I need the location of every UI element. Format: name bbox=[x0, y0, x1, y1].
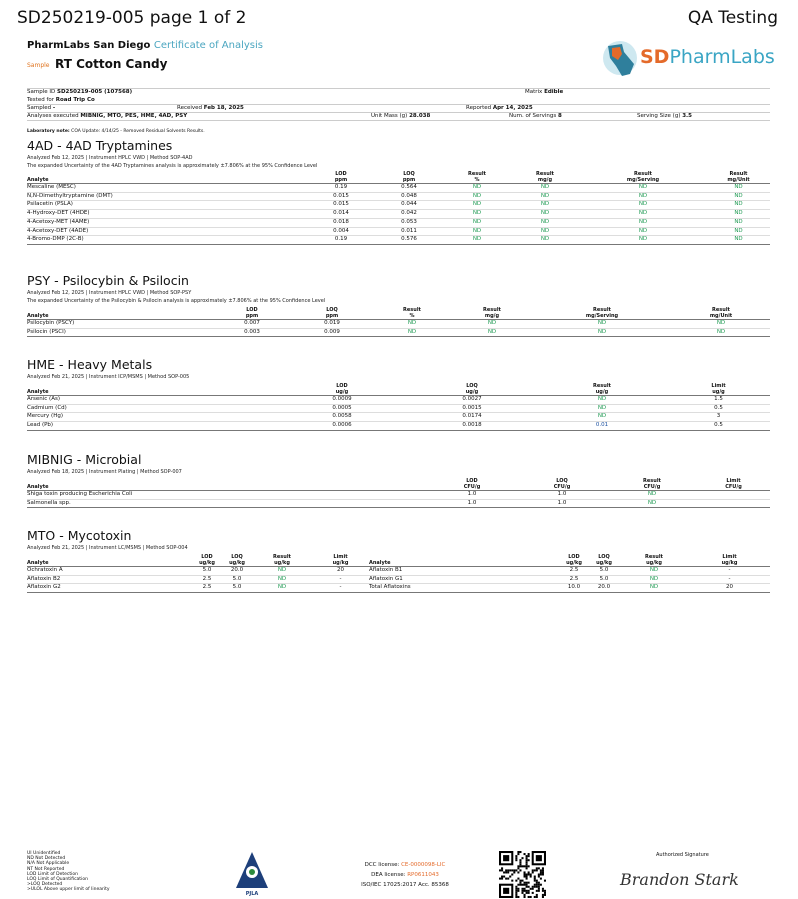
page-title: SD250219-005 page 1 of 2 bbox=[17, 8, 247, 28]
value-cell: 2.5 bbox=[192, 575, 222, 584]
value-cell: 5.0 bbox=[222, 575, 252, 584]
result-cell: ND bbox=[707, 218, 770, 227]
legend-item: LOD Limit of Detection bbox=[27, 871, 78, 877]
legend-item: LOQ Limit of Quantification bbox=[27, 877, 88, 883]
result-cell: ND bbox=[579, 227, 707, 236]
result-cell: ND bbox=[619, 584, 689, 593]
pjla-accreditation-logo bbox=[234, 850, 270, 896]
legend-item: NT Not Reported bbox=[27, 866, 65, 872]
column-header: Result % bbox=[443, 171, 511, 184]
column-header: LOQ ug/g bbox=[407, 383, 537, 396]
analyses-label: Analyses executed bbox=[27, 113, 79, 119]
result-cell: ND bbox=[443, 218, 511, 227]
sampled-label: Sampled bbox=[27, 105, 52, 111]
section-uncertainty-psy: The expanded Uncertainty of the Psilocybin & Psilocin analysis is approximately ±7.806% at the 95% Confidence Level bbox=[27, 298, 326, 304]
result-cell: ND bbox=[672, 320, 770, 329]
table-hme bbox=[27, 383, 770, 431]
table-row bbox=[27, 227, 770, 236]
section-title-psy: PSY - Psilocybin & Psilocin bbox=[27, 273, 189, 288]
result-cell: ND bbox=[372, 320, 452, 329]
result-cell: ND bbox=[579, 192, 707, 201]
value-cell: 1.0 bbox=[517, 499, 607, 508]
value-cell: 0.053 bbox=[375, 218, 443, 227]
result-cell: ND bbox=[443, 210, 511, 219]
section-title-hme: HME - Heavy Metals bbox=[27, 357, 153, 372]
table-row bbox=[27, 491, 770, 500]
column-header: Result mg/Unit bbox=[672, 307, 770, 320]
column-header: LOD CFU/g bbox=[427, 478, 517, 491]
result-cell: ND bbox=[511, 201, 579, 210]
result-cell: ND bbox=[537, 413, 667, 422]
column-header: Analyte bbox=[27, 478, 427, 491]
column-header: Limit CFU/g bbox=[697, 478, 770, 491]
pjla-label: PJLA bbox=[245, 891, 259, 896]
matrix-value: Edible bbox=[544, 89, 564, 95]
value-cell: 0.042 bbox=[375, 210, 443, 219]
section-sub-4ad: Analyzed Feb 12, 2025 | Instrument HPLC VWD | Method SOP-4AD bbox=[27, 155, 193, 161]
result-cell: ND bbox=[532, 320, 672, 329]
matrix bbox=[525, 89, 563, 95]
column-header: LOQ CFU/g bbox=[517, 478, 607, 491]
section-title-mibnig: MIBNIG - Microbial bbox=[27, 452, 142, 467]
sampled bbox=[27, 105, 55, 111]
column-header: Result % bbox=[372, 307, 452, 320]
sample-label: Sample bbox=[27, 62, 50, 69]
authorized-signature: Brandon Stark bbox=[620, 870, 739, 889]
column-header: Result mg/Serving bbox=[579, 171, 707, 184]
table-row bbox=[27, 184, 770, 193]
lab-note bbox=[27, 129, 205, 134]
section-sub-mto: Analyzed Feb 21, 2025 | Instrument LC/MSMS | Method SOP-004 bbox=[27, 545, 188, 551]
table-row bbox=[27, 499, 770, 508]
legend-item: >LOQ Detected bbox=[27, 882, 63, 888]
pharmlabs-logo bbox=[600, 38, 775, 82]
unit-mass-label: Unit Mass (g) bbox=[371, 113, 408, 119]
value-cell: 0.015 bbox=[307, 201, 375, 210]
column-header: LOQ ug/kg bbox=[222, 554, 252, 567]
value-cell: 0.19 bbox=[307, 236, 375, 245]
legend-item: ND Not Detected bbox=[27, 856, 66, 862]
analyte-name: N,N-Dimethyltryptamine (DMT) bbox=[27, 192, 307, 201]
column-header: LOQ ug/kg bbox=[589, 554, 619, 567]
analyte-name: Mescaline (MESC) bbox=[27, 184, 307, 193]
header-right-title: QA Testing bbox=[687, 8, 778, 28]
lab-name: PharmLabs San Diego bbox=[27, 40, 151, 51]
result-cell: ND bbox=[511, 227, 579, 236]
value-cell: 1.0 bbox=[427, 491, 517, 500]
sample-name: RT Cotton Candy bbox=[55, 57, 168, 71]
value-cell: 0.007 bbox=[212, 320, 292, 329]
tested-for bbox=[27, 97, 95, 103]
table-row bbox=[27, 192, 770, 201]
column-header: LOD ppm bbox=[212, 307, 292, 320]
analyses bbox=[27, 113, 187, 119]
legend-item: >ULOL Above upper limit of linearity bbox=[27, 887, 110, 893]
column-header: Result CFU/g bbox=[607, 478, 697, 491]
tested-for-value: Road Trip Co bbox=[55, 97, 95, 103]
analyte-name: Aflatoxin B2 bbox=[27, 575, 192, 584]
column-header: Analyte bbox=[27, 383, 277, 396]
dea-license bbox=[350, 870, 460, 880]
value-cell: 5.0 bbox=[222, 584, 252, 593]
unit-mass bbox=[371, 113, 430, 119]
value-cell: 0.004 bbox=[307, 227, 375, 236]
value-cell: 1.0 bbox=[427, 499, 517, 508]
value-cell: 0.5 bbox=[667, 422, 770, 431]
value-cell: 0.576 bbox=[375, 236, 443, 245]
analyte-name: Shiga toxin producing Escherichia Coli bbox=[27, 491, 427, 500]
matrix-label: Matrix bbox=[525, 89, 543, 95]
result-cell: ND bbox=[443, 227, 511, 236]
analyte-name: Mercury (Hg) bbox=[27, 413, 277, 422]
servings-label: Num. of Servings bbox=[509, 113, 557, 119]
serving-size bbox=[637, 113, 692, 119]
column-header: Result mg/g bbox=[511, 171, 579, 184]
result-cell: ND bbox=[511, 210, 579, 219]
dea-label: DEA license: bbox=[371, 872, 406, 878]
column-header: LOD ug/kg bbox=[559, 554, 589, 567]
value-cell: 0.0174 bbox=[407, 413, 537, 422]
column-header: Analyte bbox=[27, 307, 212, 320]
value-cell: 0.044 bbox=[375, 201, 443, 210]
value-cell: 20 bbox=[312, 567, 369, 576]
column-header: Limit ug/g bbox=[667, 383, 770, 396]
value-cell: 5.0 bbox=[192, 567, 222, 576]
value-cell: 0.0006 bbox=[277, 422, 407, 431]
dcc-label: DCC license: bbox=[364, 862, 400, 868]
result-cell: ND bbox=[707, 192, 770, 201]
received bbox=[177, 105, 244, 111]
value-cell bbox=[697, 499, 770, 508]
result-cell: ND bbox=[579, 218, 707, 227]
reported-value: Apr 14, 2025 bbox=[492, 105, 533, 111]
legend-item: UI Unidentified bbox=[27, 851, 61, 856]
table-row bbox=[27, 404, 770, 413]
value-cell: 0.019 bbox=[292, 320, 372, 329]
dcc-value: CE-0000098-LIC bbox=[401, 862, 446, 868]
value-cell: 0.0027 bbox=[407, 396, 537, 405]
result-cell: ND bbox=[511, 218, 579, 227]
column-header: Result ug/kg bbox=[619, 554, 689, 567]
column-header: LOQ ppm bbox=[375, 171, 443, 184]
value-cell: 20.0 bbox=[589, 584, 619, 593]
value-cell: 2.5 bbox=[559, 575, 589, 584]
servings bbox=[509, 113, 562, 119]
value-cell: 5.0 bbox=[589, 567, 619, 576]
section-title-mto: MTO - Mycotoxin bbox=[27, 528, 132, 543]
dea-value: RP0611043 bbox=[407, 872, 439, 878]
section-sub-mibnig: Analyzed Feb 18, 2025 | Instrument Plating | Method SOP-007 bbox=[27, 469, 182, 475]
california-map-icon bbox=[600, 38, 640, 82]
result-cell: ND bbox=[579, 184, 707, 193]
result-cell: ND bbox=[707, 210, 770, 219]
section-title-4ad: 4AD - 4AD Tryptamines bbox=[27, 138, 173, 153]
serving-size-value: 3.5 bbox=[682, 113, 692, 119]
logo-text bbox=[640, 46, 775, 68]
sample-id: SD250219-005 (107568) bbox=[56, 89, 133, 95]
analyte-name: Aflatoxin B1 bbox=[369, 567, 559, 576]
meta-top-rule bbox=[27, 88, 770, 89]
result-cell: ND bbox=[707, 227, 770, 236]
analyte-name: Psilocin (PSCI) bbox=[27, 328, 212, 337]
dcc-license bbox=[350, 860, 460, 870]
value-cell: 3 bbox=[667, 413, 770, 422]
analyte-name: 4-Bromo-DMP (2C-B) bbox=[27, 236, 307, 245]
column-header: Analyte bbox=[27, 171, 307, 184]
column-header: Result mg/g bbox=[452, 307, 532, 320]
column-header: Result mg/Serving bbox=[532, 307, 672, 320]
table-row bbox=[27, 210, 770, 219]
result-cell: ND bbox=[443, 192, 511, 201]
column-header: LOD ug/g bbox=[277, 383, 407, 396]
value-cell: 0.0009 bbox=[277, 396, 407, 405]
value-cell: 0.0005 bbox=[277, 404, 407, 413]
column-header: LOD ppm bbox=[307, 171, 375, 184]
result-cell: ND bbox=[619, 567, 689, 576]
analyte-name: Aflatoxin G1 bbox=[369, 575, 559, 584]
logo-sd: SD bbox=[640, 46, 670, 68]
value-cell: 0.011 bbox=[375, 227, 443, 236]
column-header: Limit ug/kg bbox=[689, 554, 770, 567]
table-row bbox=[27, 567, 770, 576]
value-cell: 0.014 bbox=[307, 210, 375, 219]
result-cell: ND bbox=[707, 236, 770, 245]
logo-rest: PharmLabs bbox=[669, 46, 775, 68]
result-cell: ND bbox=[452, 328, 532, 337]
table-row bbox=[27, 328, 770, 337]
sampled-value: - bbox=[52, 105, 56, 111]
table-row bbox=[27, 584, 770, 593]
value-cell: - bbox=[689, 567, 770, 576]
result-cell: 0.01 bbox=[537, 422, 667, 431]
analyses-value: MIBNIG, MTO, PES, HME, 4AD, PSY bbox=[80, 113, 188, 119]
value-cell: - bbox=[312, 575, 369, 584]
value-cell: 5.0 bbox=[589, 575, 619, 584]
value-cell: 1.0 bbox=[517, 491, 607, 500]
result-cell: ND bbox=[443, 184, 511, 193]
result-cell: ND bbox=[672, 328, 770, 337]
analyte-name: Total Aflatoxins bbox=[369, 584, 559, 593]
meta-row-1 bbox=[27, 89, 132, 95]
result-cell: ND bbox=[537, 404, 667, 413]
value-cell: - bbox=[689, 575, 770, 584]
value-cell: 0.003 bbox=[212, 328, 292, 337]
table-row bbox=[27, 413, 770, 422]
table-mibnig bbox=[27, 478, 770, 508]
result-cell: ND bbox=[532, 328, 672, 337]
value-cell: 1.5 bbox=[667, 396, 770, 405]
value-cell bbox=[697, 491, 770, 500]
value-cell: 0.564 bbox=[375, 184, 443, 193]
reported bbox=[466, 105, 533, 111]
analyte-name: Lead (Pb) bbox=[27, 422, 277, 431]
result-cell: ND bbox=[537, 396, 667, 405]
result-cell: ND bbox=[511, 236, 579, 245]
table-row bbox=[27, 396, 770, 405]
section-sub-hme: Analyzed Feb 21, 2025 | Instrument ICP/MSMS | Method SOP-005 bbox=[27, 374, 190, 380]
table-row bbox=[27, 422, 770, 431]
value-cell: 0.19 bbox=[307, 184, 375, 193]
signature-label: Authorized Signature bbox=[656, 852, 709, 858]
column-header: Analyte bbox=[369, 554, 559, 567]
analyte-name: 4-Acetoxy-MET (4AME) bbox=[27, 218, 307, 227]
lab-note-label: Laboratory note: bbox=[27, 129, 70, 134]
serving-size-label: Serving Size (g) bbox=[637, 113, 681, 119]
abbreviation-legend bbox=[27, 851, 110, 893]
analyte-name: 4-Acetoxy-DET (4ADE) bbox=[27, 227, 307, 236]
reported-label: Reported bbox=[466, 105, 492, 111]
result-cell: ND bbox=[443, 201, 511, 210]
sample-id-label: Sample ID bbox=[27, 89, 56, 95]
analyte-name: Ochratoxin A bbox=[27, 567, 192, 576]
coa-label: Certificate of Analysis bbox=[153, 40, 263, 51]
value-cell: 0.009 bbox=[292, 328, 372, 337]
received-label: Received bbox=[177, 105, 203, 111]
analyte-name: Arsenic (As) bbox=[27, 396, 277, 405]
result-cell: ND bbox=[452, 320, 532, 329]
analyte-name: Cadmium (Cd) bbox=[27, 404, 277, 413]
result-cell: ND bbox=[252, 575, 312, 584]
tested-for-label: Tested for bbox=[27, 97, 55, 103]
unit-mass-value: 28.038 bbox=[409, 113, 431, 119]
table-mto bbox=[27, 554, 770, 593]
legend-item: N/A Not Applicable bbox=[27, 861, 70, 867]
table-row bbox=[27, 575, 770, 584]
value-cell: 0.5 bbox=[667, 404, 770, 413]
value-cell: 0.048 bbox=[375, 192, 443, 201]
analyte-name: Salmonella spp. bbox=[27, 499, 427, 508]
meta-rule-4 bbox=[27, 120, 770, 121]
analyte-name: Psilacetin (PSLA) bbox=[27, 201, 307, 210]
section-sub-psy: Analyzed Feb 12, 2025 | Instrument HPLC VWD | Method SOP-PSY bbox=[27, 290, 192, 296]
column-header: Result ug/g bbox=[537, 383, 667, 396]
column-header: Result ug/kg bbox=[252, 554, 312, 567]
result-cell: ND bbox=[579, 210, 707, 219]
result-cell: ND bbox=[607, 491, 697, 500]
result-cell: ND bbox=[252, 567, 312, 576]
iso-accreditation: ISO/IEC 17025:2017 Acc. 85368 bbox=[361, 882, 449, 888]
result-cell: ND bbox=[252, 584, 312, 593]
column-header: Limit ug/kg bbox=[312, 554, 369, 567]
value-cell: 0.018 bbox=[307, 218, 375, 227]
value-cell: 10.0 bbox=[559, 584, 589, 593]
value-cell: 20.0 bbox=[222, 567, 252, 576]
license-block bbox=[350, 860, 460, 890]
value-cell: - bbox=[312, 584, 369, 593]
meta-rule-2 bbox=[27, 104, 770, 105]
analyte-name: Psilocybin (PSCY) bbox=[27, 320, 212, 329]
value-cell: 0.015 bbox=[307, 192, 375, 201]
value-cell: 2.5 bbox=[559, 567, 589, 576]
result-cell: ND bbox=[511, 192, 579, 201]
analyte-name: Aflatoxin G2 bbox=[27, 584, 192, 593]
value-cell: 0.0018 bbox=[407, 422, 537, 431]
table-row bbox=[27, 218, 770, 227]
result-cell: ND bbox=[619, 575, 689, 584]
table-row bbox=[27, 201, 770, 210]
qr-code-icon[interactable] bbox=[499, 851, 546, 898]
column-header: LOD ug/kg bbox=[192, 554, 222, 567]
received-value: Feb 18, 2025 bbox=[203, 105, 244, 111]
value-cell: 2.5 bbox=[192, 584, 222, 593]
result-cell: ND bbox=[579, 236, 707, 245]
section-uncertainty-4ad: The expanded Uncertainty of the 4AD Tryptamines analysis is approximately ±7.806% at the 95% Confidence Level bbox=[27, 163, 318, 169]
result-cell: ND bbox=[511, 184, 579, 193]
column-header: Analyte bbox=[27, 554, 192, 567]
result-cell: ND bbox=[443, 236, 511, 245]
table-row bbox=[27, 320, 770, 329]
table-row bbox=[27, 236, 770, 245]
result-cell: ND bbox=[607, 499, 697, 508]
value-cell: 20 bbox=[689, 584, 770, 593]
result-cell: ND bbox=[707, 184, 770, 193]
value-cell: 0.0015 bbox=[407, 404, 537, 413]
result-cell: ND bbox=[707, 201, 770, 210]
column-header: Result mg/Unit bbox=[707, 171, 770, 184]
analyte-name: 4-Hydroxy-DET (4HDE) bbox=[27, 210, 307, 219]
table-4ad bbox=[27, 171, 770, 245]
table-psy bbox=[27, 307, 770, 337]
result-cell: ND bbox=[579, 201, 707, 210]
column-header: LOQ ppm bbox=[292, 307, 372, 320]
result-cell: ND bbox=[372, 328, 452, 337]
value-cell: 0.0058 bbox=[277, 413, 407, 422]
servings-value: 8 bbox=[558, 113, 562, 119]
lab-name-line bbox=[27, 40, 263, 51]
lab-note-text: COA Update: 4/14/25 - Removed Residual Solvents Results. bbox=[71, 129, 205, 134]
